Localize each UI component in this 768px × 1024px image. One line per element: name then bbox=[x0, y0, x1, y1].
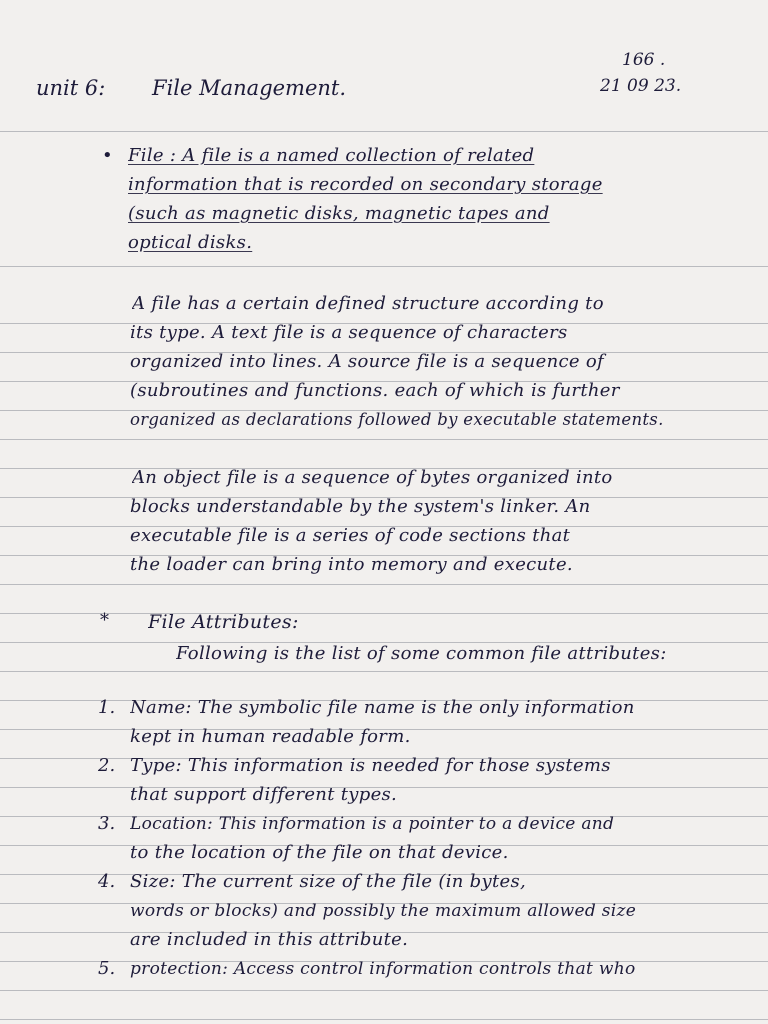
date: 21 09 23. bbox=[600, 76, 682, 96]
page-title bbox=[36, 75, 386, 101]
ruled-line bbox=[0, 584, 768, 585]
item-number: 4. bbox=[98, 871, 116, 892]
text-line: that support different types. bbox=[130, 784, 398, 805]
text-line: An object file is a sequence of bytes organized into bbox=[132, 467, 613, 488]
item-number: 2. bbox=[98, 755, 116, 776]
text-line: to the location of the file on that device. bbox=[130, 842, 509, 863]
text-line: Location: This information is a pointer to a device and bbox=[130, 814, 615, 834]
text-line: organized into lines. A source file is a sequence of bbox=[130, 351, 604, 372]
section-heading: File Attributes: bbox=[148, 611, 299, 633]
item-number: 1. bbox=[98, 697, 116, 718]
text-line: executable file is a series of code sections that bbox=[130, 525, 571, 546]
item-number: 5. bbox=[98, 958, 116, 979]
ruled-line bbox=[0, 131, 768, 132]
text-line: information that is recorded on secondary storage bbox=[128, 174, 603, 195]
ruled-line bbox=[0, 266, 768, 267]
star-bullet: * bbox=[100, 610, 109, 631]
text-line: its type. A text file is a sequence of characters bbox=[130, 322, 568, 343]
text-line: (subroutines and functions. each of which is further bbox=[130, 380, 620, 401]
text-line: (such as magnetic disks, magnetic tapes and bbox=[128, 203, 550, 224]
ruled-line bbox=[0, 1019, 768, 1020]
text-line: blocks understandable by the system's linker. An bbox=[130, 496, 591, 517]
ruled-line bbox=[0, 990, 768, 991]
text-line: the loader can bring into memory and execute. bbox=[130, 554, 573, 575]
section-intro: Following is the list of some common file attributes: bbox=[176, 643, 667, 664]
text-line: File : A file is a named collection of related bbox=[128, 145, 535, 166]
item-number: 3. bbox=[98, 813, 116, 834]
text-line: Name: The symbolic file name is the only information bbox=[130, 697, 635, 718]
text-line: organized as declarations followed by executable statements. bbox=[130, 410, 664, 429]
bullet: • bbox=[102, 145, 113, 166]
text-line: words or blocks) and possibly the maximum allowed size bbox=[130, 901, 637, 921]
title-text: File Management. bbox=[152, 76, 347, 100]
page-number: 166 . bbox=[622, 50, 666, 70]
text-line: Type: This information is needed for those systems bbox=[130, 755, 611, 776]
unit-label: unit 6: bbox=[36, 76, 106, 100]
text-line: are included in this attribute. bbox=[130, 929, 409, 950]
text-line: optical disks. bbox=[128, 232, 253, 253]
text-line: kept in human readable form. bbox=[130, 726, 411, 747]
ruled-line bbox=[0, 439, 768, 440]
ruled-line bbox=[0, 671, 768, 672]
text-line: A file has a certain defined structure according to bbox=[132, 293, 604, 314]
text-line: protection: Access control information controls that who bbox=[130, 959, 636, 979]
text-line: Size: The current size of the file (in bytes, bbox=[130, 871, 527, 892]
